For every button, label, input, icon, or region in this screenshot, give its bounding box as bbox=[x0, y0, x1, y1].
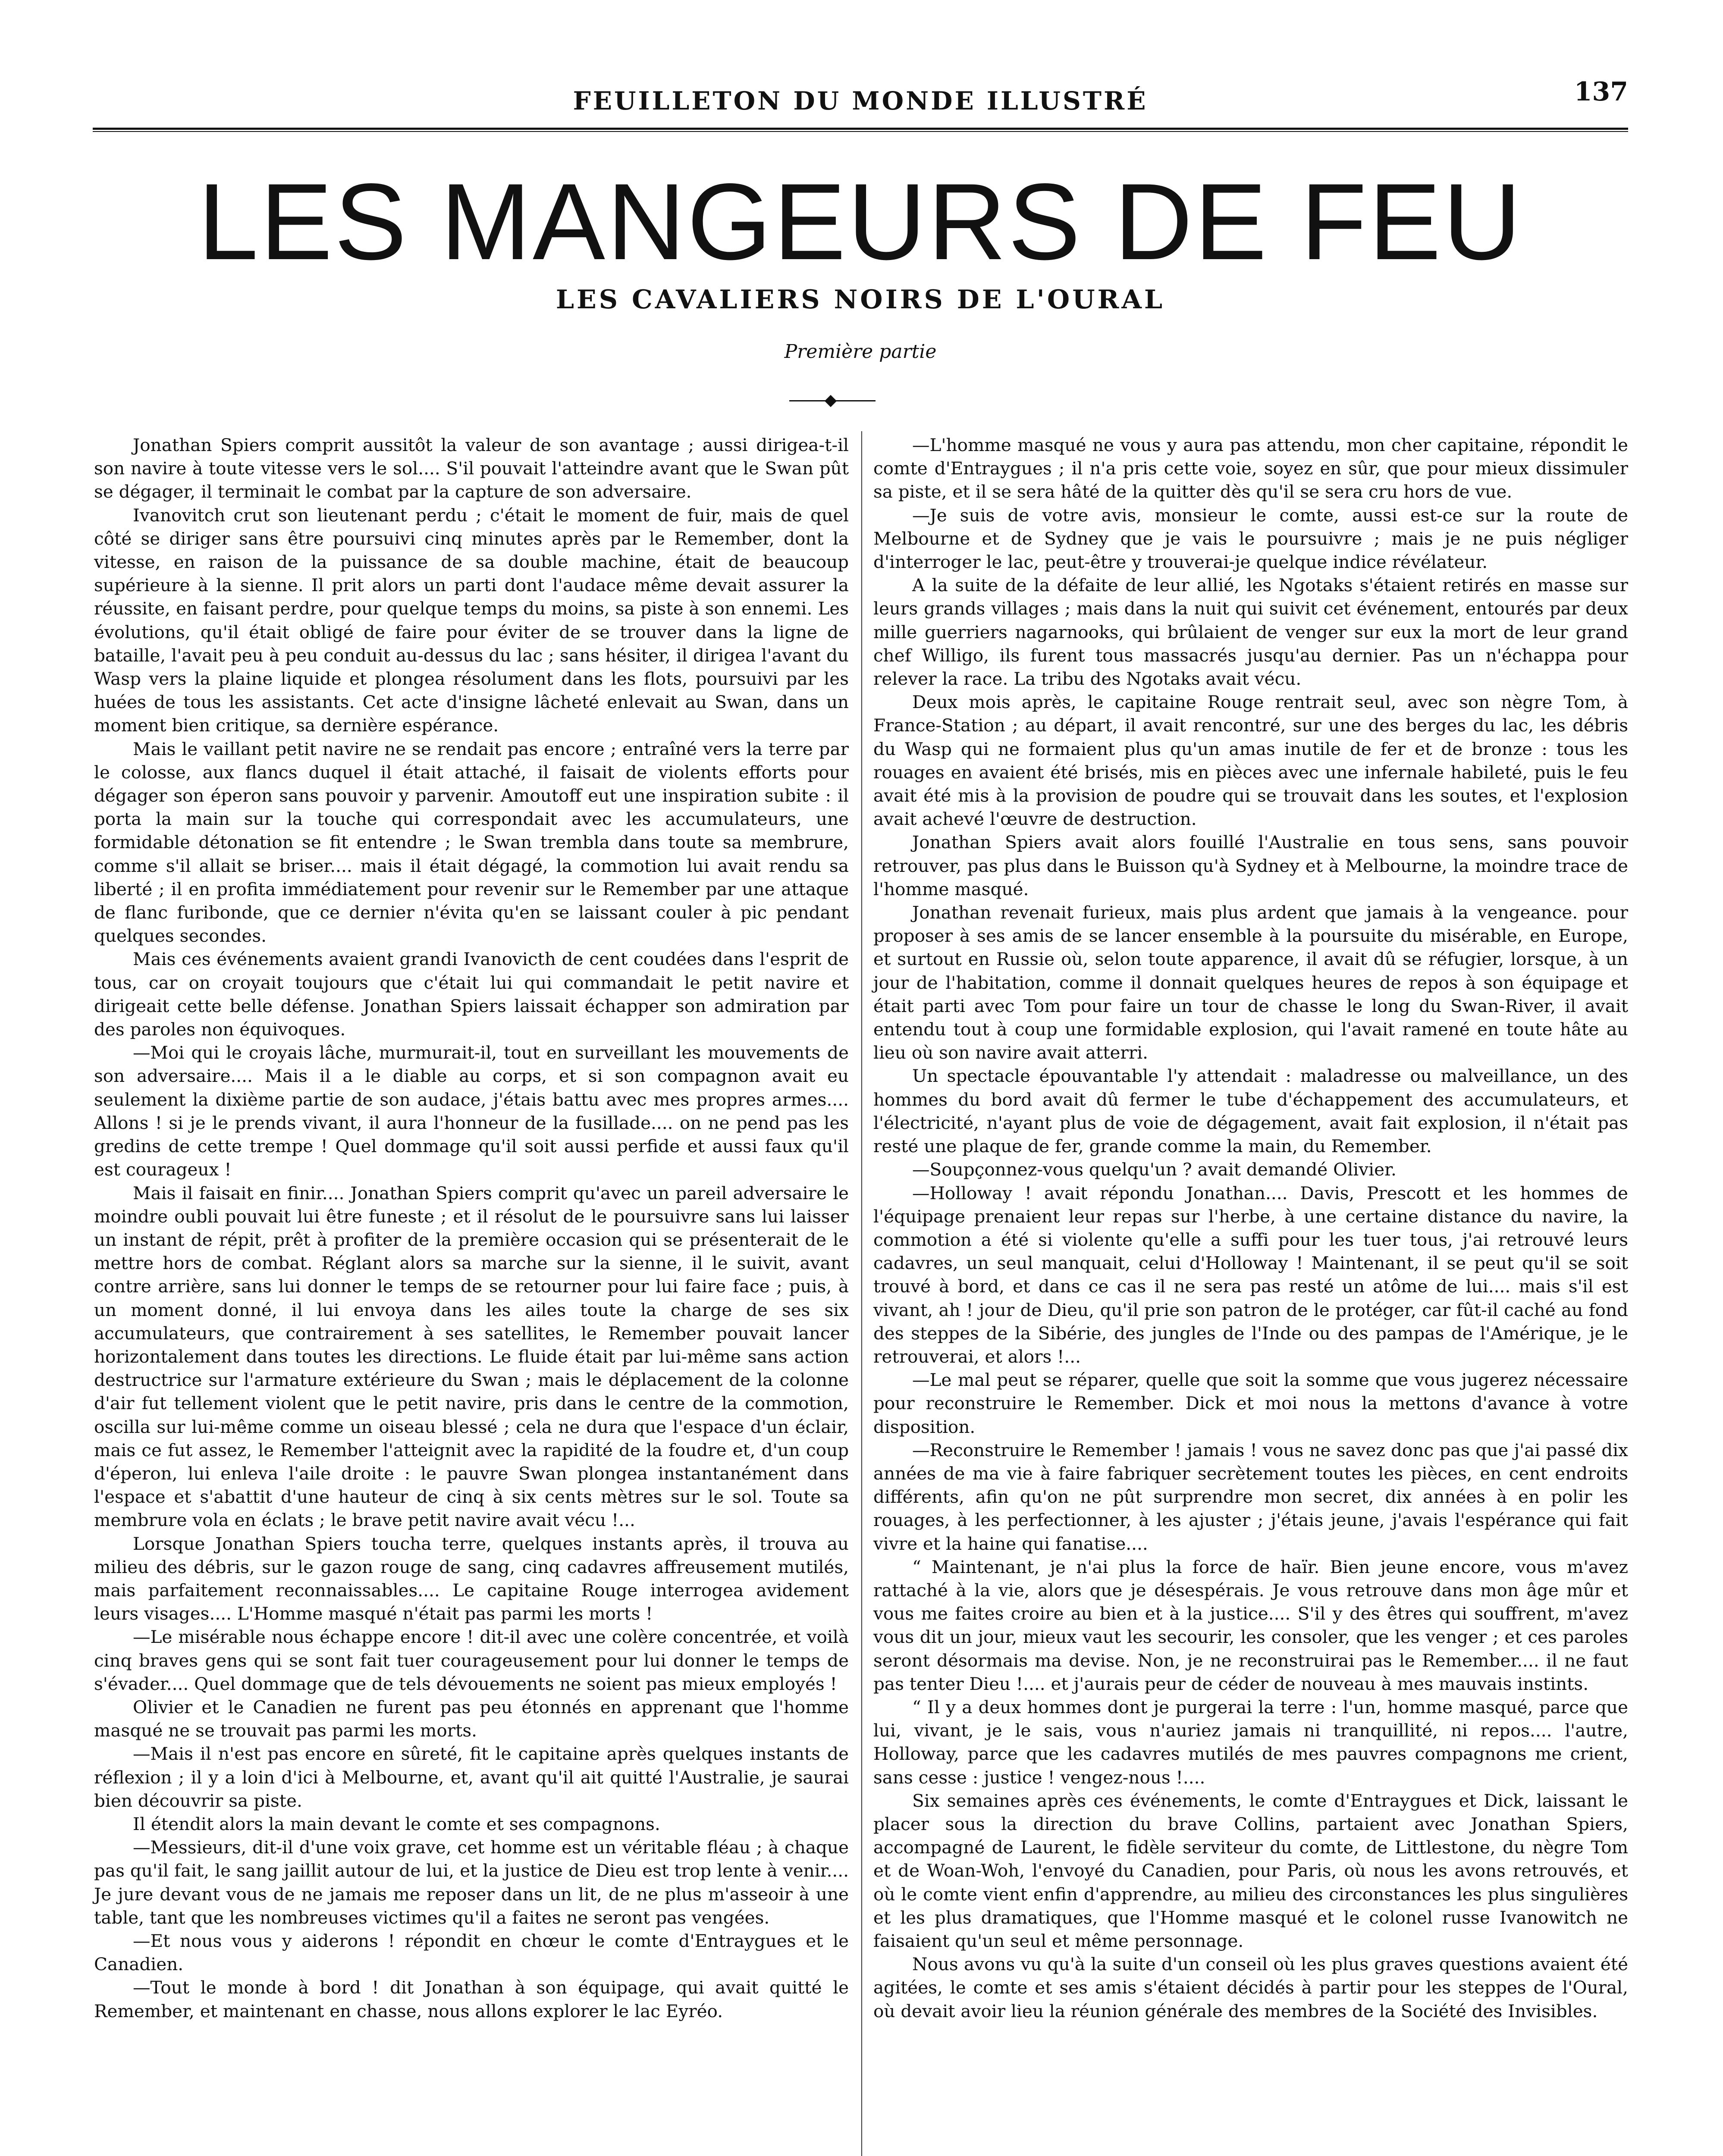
paragraph: Six semaines après ces événements, le comte d'Entraygues et Dick, laissant le placer sous la direction du brave Collins, partaient avec Jonathan Spiers, accompagné de Laurent, le fidèle serviteur du comte, de Littlestone, du nègre Tom et de Woan-Woh, l'envoyé du Canadien, pour Paris, où nous les avons retrouvés, et où le comte vient enfin d'apprendre, au milieu des circonstances les plus singulières et les plus dramatiques, que l'Homme masqué et le colonel russe Ivanowitch ne faisaient qu'un seul et même personnage. bbox=[873, 1790, 1628, 1951]
paragraph: Jonathan Spiers avait alors fouillé l'Australie en tous sens, sans pouvoir retrouver, pas plus dans le Buisson qu'à Sydney et à Melbourne, la moindre trace de l'homme masqué. bbox=[873, 832, 1628, 899]
paragraph: —Tout le monde à bord ! dit Jonathan à son équipage, qui avait quitté le Remember, et maintenant en chasse, nous allons explorer le lac Eyréo. bbox=[94, 1977, 849, 2021]
paragraph: Un spectacle épouvantable l'y attendait : maladresse ou malveillance, un des hommes du bord avait dû fermer le tube d'échappement des accumulateurs, et l'électricité, n'ayant plus de voie de dégagement, avait fait explosion, il n'était pas resté une plaque de fer, grande comme la main, du Remember. bbox=[873, 1065, 1628, 1157]
paragraph: —L'homme masqué ne vous y aura pas attendu, mon cher capitaine, répondit le comte d'Entraygues ; il n'a pris cette voie, soyez en sûr, que pour mieux dissimuler sa piste, et il se sera hâté de la quitter dès qu'il se sera cru hors de vue. bbox=[873, 435, 1628, 502]
paragraph: Olivier et le Canadien ne furent pas peu étonnés en apprenant que l'homme masqué ne se trouvait pas parmi les morts. bbox=[94, 1696, 849, 1741]
diamond-icon bbox=[825, 395, 837, 407]
part-label: Première partie bbox=[784, 341, 937, 363]
paragraph: “ Il y a deux hommes dont je purgerai la terre : l'un, homme masqué, parce que lui, vivant, je le sais, vous n'auriez jamais ni tranquillité, ni repos.... l'autre, Holloway, parce que les cadavres mutilés de mes pauvres compagnons me crient, sans cesse : justice ! vengez-nous !.... bbox=[873, 1696, 1628, 1788]
ornament-divider bbox=[789, 396, 876, 406]
feuilleton-subtitle: LES CAVALIERS NOIRS DE L'OURAL bbox=[556, 285, 1165, 315]
paragraph: Lorsque Jonathan Spiers toucha terre, quelques instants après, il trouva au milieu des débris, sur le gazon rouge de sang, cinq cadavres affreusement mutilés, mais parfaitement reconnaissables.... Le capitaine Rouge interrogea avidement leurs visages.... L'Homme masqué n'était pas parmi les morts ! bbox=[94, 1533, 849, 1624]
paragraph: Jonathan revenait furieux, mais plus ardent que jamais à la vengeance. pour proposer à ses amis de se lancer ensemble à la poursuite du misérable, en Europe, et surtout en Russie où, selon toute apparence, il avait dû se réfugier, lorsque, à un jour de l'habitation, comme il donnait quelques heures de repos à son équipage et était parti avec Tom pour faire un tour de chasse le long du Swan-River, il avait entendu tout à coup une formidable explosion, qui l'avait ramené en toute hâte au lieu où son navire avait atterri. bbox=[873, 902, 1628, 1063]
paragraph: Deux mois après, le capitaine Rouge rentrait seul, avec son nègre Tom, à France-Station ; au départ, il avait rencontré, sur une des berges du lac, les débris du Wasp qui ne formaient plus qu'un amas inutile de fer et de bronze : tous les rouages en avaient été brisés, mis en pièces avec une infernale habileté, puis le feu avait été mis à la provision de poudre qui se trouvait dans les soutes, et l'explosion avait achevé l'œuvre de destruction. bbox=[873, 692, 1628, 830]
paragraph: —Moi qui le croyais lâche, murmurait-il, tout en surveillant les mouvements de son adversaire.... Mais il a le diable au corps, et si son compagnon avait eu seulement la dixième partie de son audace, j'étais battu avec mes propres armes.... Allons ! si je le prends vivant, il aura l'honneur de la fusillade.... on ne pend pas les gredins de cette trempe ! Quel dommage qu'il soit aussi perfide et aussi faux qu'il est courageux ! bbox=[94, 1042, 849, 1180]
paragraph: Jonathan Spiers comprit aussitôt la valeur de son avantage ; aussi dirigea-t-il son navire à toute vitesse vers le sol.... S'il pouvait l'atteindre avant que le Swan pût se dégager, il terminait le combat par la capture de son adversaire. bbox=[94, 435, 849, 502]
paragraph: —Et nous vous y aiderons ! répondit en chœur le comte d'Entraygues et le Canadien. bbox=[94, 1930, 849, 1975]
paragraph: Nous avons vu qu'à la suite d'un conseil où les plus graves questions avaient été agitées, le comte et ses amis s'étaient décidés à partir pour les steppes de l'Oural, où devait avoir lieu la réunion générale des membres de la Société des Invisibles. bbox=[873, 1954, 1628, 2021]
page-number: 137 bbox=[1574, 77, 1628, 107]
paragraph: —Le mal peut se réparer, quelle que soit la somme que vous jugerez nécessaire pour reconstruire le Remember. Dick et moi nous la mettons d'avance à votre disposition. bbox=[873, 1369, 1628, 1437]
paragraph: Mais ces événements avaient grandi Ivanovicth de cent coudées dans l'esprit de tous, car on croyait toujours que c'était lui qui commandait le petit navire et dirigeait cette belle défense. Jonathan Spiers laissait échapper son admiration par des paroles non équivoques. bbox=[94, 949, 849, 1040]
running-head: FEUILLETON DU MONDE ILLUSTRÉ bbox=[573, 86, 1148, 116]
paragraph: Il étendit alors la main devant le comte et ses compagnons. bbox=[133, 1813, 660, 1834]
text-column-left bbox=[94, 433, 849, 2023]
paragraph: —Mais il n'est pas encore en sûreté, fit le capitaine après quelques instants de réflexion ; il y a loin d'ici à Melbourne, et, avant qu'il ait quitté l'Australie, je saurai bien découvrir sa piste. bbox=[94, 1743, 849, 1811]
paragraph: “ Maintenant, je n'ai plus la force de haïr. Bien jeune encore, vous m'avez rattaché à la vie, alors que je désespérais. Je vous retrouve dans mon âge mûr et vous me faites croire au bien et à la justice.... S'il y des êtres qui souffrent, m'avez vous dit un jour, mieux vaut les secourir, les consoler, que les venger ; et ces paroles seront désormais ma devise. Non, je ne reconstruirai pas le Remember.... il ne faut pas tenter Dieu !.... et j'aurais peur de céder de nouveau à mes mauvais instints. bbox=[873, 1556, 1628, 1694]
text-column-right bbox=[873, 433, 1628, 2023]
paragraph: Mais le vaillant petit navire ne se rendait pas encore ; entraîné vers la terre par le colosse, aux flancs duquel il était attaché, il faisait de violents efforts pour dégager son éperon sans pouvoir y parvenir. Amoutoff eut une inspiration subite : il porta la main sur la touche qui correspondait avec les accumulateurs, une formidable détonation se fit entendre ; le Swan trembla dans toute sa membrure, comme s'il allait se briser.... mais il était dégagé, la commotion lui avait rendu sa liberté ; il en profita immédiatement pour revenir sur le Remember par une attaque de flanc furibonde, que ce dernier n'évita qu'en se laissant couler à pic pendant quelques secondes. bbox=[94, 738, 849, 946]
feuilleton-title: LES MANGEURS DE FEU bbox=[198, 161, 1523, 282]
paragraph: A la suite de la défaite de leur allié, les Ngotaks s'étaient retirés en masse sur leurs grands villages ; mais dans la nuit qui suivit cet événement, entourés par deux mille guerriers nagarnooks, qui brûlaient de venger sur eux la mort de leur grand chef Willigo, ils furent tous massacrés jusqu'au dernier. Pas un n'échappa pour relever la race. La tribu des Ngotaks avait vécu. bbox=[873, 575, 1628, 689]
paragraph: Ivanovitch crut son lieutenant perdu ; c'était le moment de fuir, mais de quel côté se diriger sans être poursuivi cinq minutes après par le Remember, dont la vitesse, en raison de la puissance de sa double machine, était de beaucoup supérieure à la sienne. Il prit alors un parti dont l'audace même devait assurer la réussite, en faisant perdre, pour quelque temps du moins, sa piste à son ennemi. Les évolutions, qu'il était obligé de faire pour éviter de se trouver dans la ligne de bataille, l'avait peu à peu conduit au-dessus du lac ; sans hésiter, il dirigea l'avant du Wasp vers la plaine liquide et plongea résolument dans les flots, poursuivi par les huées de tous les assistants. Cet acte d'insigne lâcheté enlevait au Swan, dans un moment bien critique, sa dernière espérance. bbox=[94, 505, 849, 736]
paragraph: —Soupçonnez-vous quelqu'un ? avait demandé Olivier. bbox=[912, 1159, 1397, 1180]
header-rule bbox=[93, 128, 1628, 132]
paragraph: —Messieurs, dit-il d'une voix grave, cet homme est un véritable fléau ; à chaque pas qu'il fait, le sang jaillit autour de lui, et la justice de Dieu est trop lente à venir.... Je jure devant vous de ne jamais me reposer dans un lit, de ne plus m'asseoir à une table, tant que les nombreuses victimes qu'il a faites ne seront pas vengées. bbox=[94, 1837, 849, 1928]
paragraph: Mais il faisait en finir.... Jonathan Spiers comprit qu'avec un pareil adversaire le moindre oubli pouvait lui être funeste ; et il résolut de le poursuivre sans lui laisser un instant de répit, prêt à profiter de la première occasion qui se présenterait de le mettre hors de combat. Réglant alors sa marche sur la sienne, il le suivit, avant contre arrière, sans lui donner le temps de se retourner pour lui faire face ; puis, à un moment donné, il lui envoya dans les ailes toute la charge de ses six accumulateurs, que contrairement à ses satellites, le Remember pouvait lancer horizontalement dans toutes les directions. Le fluide était par lui-même sans action destructrice sur l'armature extérieure du Swan ; mais le déplacement de la colonne d'air fut tellement violent que le petit navire, pris dans le centre de la commotion, oscilla sur lui-même comme un oiseau blessé ; cela ne dura que l'espace d'un éclair, mais ce fut assez, le Remember l'atteignit avec la rapidité de la foudre et, d'un coup d'éperon, lui enleva l'aile droite : le pauvre Swan plongea instantanément dans l'espace et s'abattit d'une hauteur de cinq à six cents mètres sur le sol. Toute sa membrure vola en éclats ; le brave petit navire avait vécu !... bbox=[94, 1182, 849, 1531]
page-header bbox=[93, 77, 1628, 124]
paragraph: —Le misérable nous échappe encore ! dit-il avec une colère concentrée, et voilà cinq braves gens qui se sont fait tuer courageusement pour lui donner le temps de s'évader.... Quel dommage que de tels dévouements ne soient pas mieux employés ! bbox=[94, 1626, 849, 1694]
paragraph: —Holloway ! avait répondu Jonathan.... Davis, Prescott et les hommes de l'équipage prenaient leur repas sur l'herbe, à une certaine distance du navire, la commotion a été si violente qu'elle a suffi pour les tuer tous, j'ai retrouvé leurs cadavres, un seul manquait, celui d'Holloway ! Maintenant, il se peut qu'il se soit trouvé à bord, et dans ce cas il ne sera pas resté un atôme de lui.... mais s'il est vivant, ah ! jour de Dieu, qu'il prie son patron de le protéger, car fût-il caché au fond des steppes de la Sibérie, des jungles de l'Inde ou des pampas de l'Amérique, je le retrouverai, et alors !... bbox=[873, 1182, 1628, 1367]
paragraph: —Je suis de votre avis, monsieur le comte, aussi est-ce sur la route de Melbourne et de Sydney que je vais le poursuivre ; mais je ne puis négliger d'interroger le lac, peut-être y trouverai-je quelque indice révélateur. bbox=[873, 505, 1628, 573]
paragraph: —Reconstruire le Remember ! jamais ! vous ne savez donc pas que j'ai passé dix années de ma vie à faire fabriquer secrètement toutes les pièces, en cent endroits différents, afin qu'on ne pût surprendre mon secret, dix années à en polir les rouages, à les perfectionner, à les ajuster ; j'étais jeune, j'avais l'espérance qui fait vivre et la haine qui fanatise.... bbox=[873, 1439, 1628, 1554]
column-divider bbox=[861, 431, 862, 2156]
